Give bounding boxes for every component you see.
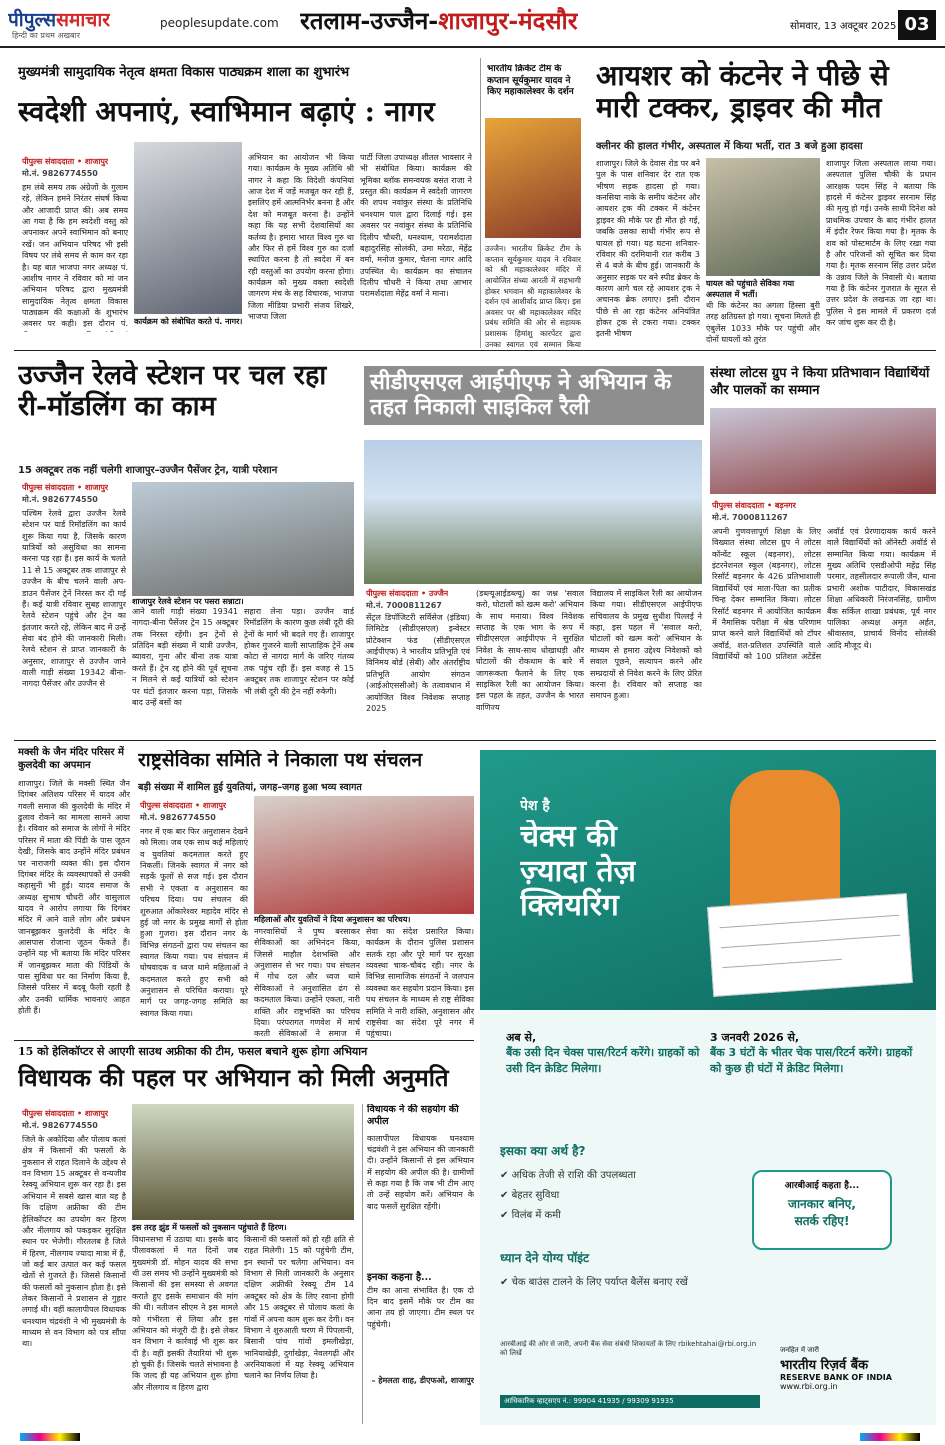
rbi-logo: जनहित में जारी भारतीय रिज़र्व बैंक RESERVE BANK OF INDIA www.rbi.org.in xyxy=(780,1346,892,1391)
s3-headline: आयशर को कंटनेर ने पीछे से मारी टक्कर, ड्राइवर की मौत xyxy=(596,60,889,125)
s4-photo xyxy=(132,482,354,600)
s9-quote-body: टीम का आना संभावित है। एक दो दिन बाद इसमें मौके पर टीम का आना तय हो जाएगा। टीम स्थल पर पहुंचेगी। xyxy=(367,1285,474,1329)
rbi-bubble: आरबीआई कहता है... जानकार बनिए, सतर्क रहिए! xyxy=(752,1170,892,1250)
s2-column xyxy=(480,58,582,348)
s1-headline: स्वदेशी अपनाएं, स्वाभिमान बढ़ाएं : नागर xyxy=(18,96,435,128)
s7-headline: मक्सी के जैन मंदिर परिसर में कुलदेवी का अपमान xyxy=(18,747,124,771)
s5-col0: सेंट्रल डिपॉजिटरी सर्विसेज (इंडिया) लिमिटेड (सीडीएसएल) इन्वेस्टर प्रोटेक्शन फंड (सीडीएसएल आईपीएफ) ने भारतीय प्रतिभूति एवं विनिमय बोर्ड (सेबी) और अंतर्राष्ट्रीय प्रतिभूति आयोग संगठन (आईओएससीओ) के तत्वावधान में आयोजित विश्व निवेशक सप्ताह 2025 xyxy=(366,613,470,713)
divider xyxy=(14,1040,474,1041)
s9-col3: किसानों की फसलों को हो रही क्षति से राहत मिलेगी। 15 को पहुंचेगी टीम, इन स्थानों पर चलेगा अभियान। वन विभाग से मिली जानकारी के अनुसार दक्षिण अफ्रीकी रेस्क्यू टीम 14 अक्टूबर को क्षेत्र के लिए रवाना होगी और 15 अक्टूबर से पोलाय कलां के गांवों में अपना काम शुरू कर देगी। वन विभाग ने शुरुआती चरण में पिपलानी, बिसानी पांच गांवों इमलीखेड़ा, भानियाखेड़ी, दुर्गाखेड़ा, नेवलगढ़ी और अरनियाकलां में यह रेस्क्यू अभियान चलाने का निर्णय लिया है। xyxy=(244,1235,354,1381)
ad-banner xyxy=(480,750,936,1010)
s3-sub: क्लीनर की हालत गंभीर, अस्पताल में किया भर्ती, रात 3 बजे हुआ हादसा xyxy=(596,141,863,152)
s9-photo xyxy=(132,1104,354,1220)
s6-photo xyxy=(710,408,936,494)
divider xyxy=(14,350,936,351)
s8-caption: महिलाओं और युवतियों ने दिया अनुशासन का परिचय। xyxy=(254,914,474,925)
s5-byline: पीपुल्स संवाददाता • उज्जैन xyxy=(366,589,449,598)
s9-quote-by: – हेमलता शाह, डीएफओ, शाजापुर xyxy=(371,1375,474,1385)
ad-helpline: आरबीआई की ओर से जारी, अपनी बैंक सेवा संबंधी शिकायतों के लिए rbikehtahai@rbi.org.in को लिखें xyxy=(500,1340,757,1357)
s2-body: उज्जैन। भारतीय क्रिकेट टीम के कप्तान सूर्यकुमार यादव ने रविवार को श्री महाकालेश्वर मंदिर में आयोजित संध्या आरती में सहभागी होकर भगवान श्री महाकालेश्वर के दर्शन एवं आशीर्वाद प्राप्त किए। इस अवसर पर श्री महाकालेश्वर मंदिर प्रबंध समिति की ओर से सहायक प्रशासक हिमांशु कारपेंटर द्वारा उनका स्वागत एवं सम्मान किया xyxy=(485,244,581,348)
s1-col1: हम लंबे समय तक अंग्रेजों के गुलाम रहे, लेकिन हमने निरंतर संघर्ष किया और आजादी प्राप्त की। अब समय आ गया है कि हम स्वदेशी वस्तु को अपनाकर अपने स्वाभिमान को बनाए रखें। जन अभियान परिषद भी इसी विषय पर लंबे समय से काम कर रहा है। यह बात भाजपा नगर अध्यक्ष पं. आशीष नागर ने रविवार को मां जन अभियान परिषद द्वारा मुख्यमंत्री सामुदायिक नेतृत्व क्षमता विकास पाठ्यक्रम की कक्षाओं के शुभारंभ अवसर पर कही। इस दौरान पं. xyxy=(22,183,128,329)
s9-sidebar xyxy=(362,1104,474,1424)
check-icon-1: ✔ अधिक तेजी से राशि की उपलब्धता xyxy=(500,1170,636,1181)
s5-headline: सीडीएसएल आईपीएफ ने अभियान के तहत निकाली साइकिल रैली xyxy=(364,366,704,425)
s9-sidebar-title: विधायक ने की सहयोग की अपील xyxy=(367,1104,459,1128)
s4-col1: पश्चिम रेलवे द्वारा उज्जैन रेलवे स्टेशन पर यार्ड रिमॉडलिंग का कार्य शुरू किया गया है, जिसके कारण यात्रियों को असुविधा का सामना करना पड़ रहा है। इस कार्य के चलते 11 से 15 अक्टूबर तक शाजापुर से उज्जैन के बीच चलने वाली अप-डाउन पैसेंजर ट्रेनें निरस्त कर दी गई हैं। कई यात्री रविवार सुबह शाजापुर रेलवे स्टेशन पहुंचे और ट्रेन का इंतजार करते रहे, लेकिन बाद में उन्हें सेवा बंद होने की जानकारी मिली। रेलवे स्टेशन से प्राप्त जानकारी के अनुसार, शाजापुर से उज्जैन जाने वाली गाड़ी संख्या 19342 बीना-नागदा पैसेंजर और उज्जैन से xyxy=(22,509,126,689)
s4-headline: उज्जैन रेलवे स्टेशन पर चल रहा री-मॉडलिंग का काम xyxy=(18,360,327,423)
s6-mobile: मो.नं. 7000811267 xyxy=(712,513,788,522)
s4-sub: 15 अक्टूबर तक नहीं चलेगी शाजापुर–उज्जैन पैसेंजर ट्रेन, यात्री परेशान xyxy=(18,465,278,476)
ad-model-figure xyxy=(730,770,840,910)
ad-now: अब से, बैंक उसी दिन चेक्स पास/रिटर्न करेंगे। ग्राहकों को उसी दिन क्रेडिट मिलेगा। xyxy=(506,1031,700,1075)
page-number: 03 xyxy=(898,10,936,40)
s9-byline: पीपुल्स संवाददाता • शाजापुर xyxy=(22,1109,109,1118)
s6-headline: संस्था लोटस ग्रुप ने किया प्रतिभावान विद्यार्थियों और पालकों का सम्मान xyxy=(710,366,930,398)
color-registration-bar xyxy=(0,1430,945,1445)
s6-body: अपनी गुणवत्तापूर्ण शिक्षा के लिए विख्यात संस्था लोटस ग्रुप ने लोटस कॉन्वेंट स्कूल (बड़नगर), लोटस इंटरनेशनल स्कूल (बड़नगर), लोटस रिसॉर्ट बड़नगर के 426 प्रतिभाशाली विद्यार्थियों एवं माता-पिता का प्रतीक चिन्ह देकर सम्मानित किया। लोटस रिसॉर्ट बड़नगर में आयोजित कार्यक्रम में नैमासिक परीक्षा में श्रेष्ठ परिणाम प्राप्त करने वाले विद्यार्थियों को टॉपर अवॉर्ड, शत-प्रतिशत उपस्थिति वाले विद्यार्थियों को 100 प्रतिशत अटेंडेंस अवॉर्ड एवं प्रेरणादायक कार्य करने वाले विद्यार्थियों को ऑनेस्टी अवॉर्ड से सम्मानित किया गया। कार्यक्रम में मुख्य अतिथि एसडीओपी महेंद्र सिंह परमार, तहसीलदार रूपाली जैन, थाना प्रभारी अशोक पाटीदार, विकासखंड शिक्षा अधिकारी निरंजनसिंह, ग्रामीण बैंक सर्किल शाखा प्रबंधक, पूर्व नगर पालिका अध्यक्ष अमृत अर्हत, श्रीवास्तव, प्राचार्य विनोद सोलंकी आदि मौजूद थे। xyxy=(712,527,936,661)
s1-col2: अभियान का आयोजन भी किया गया। कार्यक्रम के मुख्य अतिथि श्री नागर ने कहा कि विदेशी कंपनियां आज देश में जड़ें मजबूत कर रही हैं, इसलिए हमें आत्मनिर्भर बनना है और देश को मजबूत करना है। उन्होंने कहा कि यह सभी देशवासियों का कर्तव्य है। हमारा भारत विश्व गुरु था और फिर से हमें विश्व गुरु का दर्जा स्थापित करना है तो स्वदेश में बन रही वस्तुओं का उपयोग करना होगा। कार्यक्रम को मुख्य वक्ता स्वदेशी जागरण मंच के सह विचारक, भाजपा जिला मीडिया प्रभारी संजय शिखरे, भाजपा जिला xyxy=(248,153,354,322)
s1-photo xyxy=(134,142,242,314)
s9-col2: विधानसभा में उठाया था। इसके बाद पीलावकलां में गत दिनों जब मुख्यमंत्री डॉ. मोहन यादव की सभा थी उस समय भी उन्होंने मुख्यमंत्री को किसानों की इस समस्या से अवगत कराते हुए इसके समाधान की मांग की थी। नतीजन सीएम ने इस मामले को गंभीरता से लिया और इस अभियान को मंजूरी दी है। इसे लेकर वन विभाग ने कार्रवाई भी शुरू कर दी है। वहीं इसकी तैयारियां भी शुरू हो चुकी हैं। जिसके चलते संभावना है कि जल्द ही यह अभियान शुरू होगा और नीलगाय व हिरण द्वारा xyxy=(132,1235,238,1392)
check-icon-3: ✔ विलंब में कमी xyxy=(500,1210,561,1221)
s8-photo xyxy=(254,796,474,914)
masthead xyxy=(0,0,945,48)
newspaper-logo: पीपुल्ससमाचार xyxy=(8,9,111,31)
s3-col3: शाजापुर जिला अस्पताल लाया गया। अस्पताल पुलिस चौकी के प्रधान आरक्षक पदम सिंह ने बताया कि हादसे में कंटेनर ड्राइवर सरनाम सिंह की मृत्यु हो गई। उनके साथी दिनेश को प्राथमिक उपचार के बाद गंभीर हालत में इंदौर रेफर किया गया है। मृतक के शव को पोस्टमार्टम के लिए रखा गया है और परिजनों को सूचित कर दिया गया है। मृतक सरनाम सिंह उत्तर प्रदेश के उन्नाव जिले के निवासी थे। बताया गया है कि कंटेनर गुजरात के सूरत से उत्तर प्रदेश के लखनऊ जा रहा था। पुलिस ने इस मामले में प्रकरण दर्ज कर जांच शुरू कर दी है। xyxy=(826,159,936,328)
check-icon-2: ✔ बेहतर सुविधा xyxy=(500,1190,560,1201)
s8-byline: पीपुल्स संवाददाता • शाजापुर xyxy=(140,801,227,810)
s9-caption: इस तरह झुंड में फसलों को नुकसान पहुंचाते हैं हिरण। xyxy=(132,1222,354,1233)
s8-col3: सेवा का संदेश प्रसारित किया। कार्यक्रम के दौरान पुलिस प्रशासन सतर्क रहा और पूरे मार्ग पर सुरक्षा व्यवस्था चाक-चौबंद रही। नगर के विभिन्न सामाजिक संगठनों ने जलपान व्यवस्था कर सहयोग प्रदान किया। इस पथ संचलन के माध्यम से राष्ट्र सेविका समिति ने नारी शक्ति, अनुशासन और राष्ट्रसेवा का संदेश पूरे नगर में पहुंचाया। xyxy=(366,927,474,1038)
s4-mobile: मो.नं. 9826774550 xyxy=(22,495,98,504)
s8-col2: नगरवासियों ने पुष्प बरसाकर सेविकाओं का अभिनंदन किया, जिससे माहौल देशभक्ति और अनुशासन से भर गया। पथ संचलन में गोध दल और ध्वज थामे सेविकाओं ने अनुशासित ढंग से कदमताल किया। उन्होंने एकता, नारी शक्ति और राष्ट्रभक्ति का परिचय दिया। परंपरागत गणवेश में मार्च करती सेविकाओं ने समाज में xyxy=(254,927,360,1038)
s2-photo xyxy=(485,118,581,238)
s1-caption: कार्यक्रम को संबोधित करते पं. नागर। xyxy=(134,317,243,326)
s3-col1: शाजापुर। जिले के देवास रोड पर बने पुल के पास शनिवार देर रात एक भीषण सड़क हादसा हो गया। कनसिया नाके के समीप कंटेनर और आयशर ट्रक की टक्कर में कंटेनर ड्राइवर की मौके पर ही मौत हो गई, जबकि उसका साथी गंभीर रूप से घायल हो गया। यह घटना शनिवार-रविवार की दरमियानी रात करीब 3 से 4 बजे के बीच हुई। जानकारी के अनुसार सड़क पर बने स्पीड ब्रेकर के कारण आगे चल रहे आयशर ट्रक ने अचानक ब्रेक लगाए। इसी दौरान पीछे से आ रहा कंटेनर अनियंत्रित होकर ट्रक से टकरा गया। टक्कर इतनी भीषण xyxy=(596,159,700,339)
s1-byline: पीपुल्स संवाददाता • शाजापुर xyxy=(22,157,109,166)
s9-col1: जिले के अकोदिया और पोलाय कलां क्षेत्र में किसानों की फसलों के नुकसान से राहत दिलाने के उद्देश्य से वन विभाग 15 अक्टूबर से वन्यजीव रेस्क्यू अभियान शुरू कर रहा है। इस अभियान में सबसे खास बात यह है कि दक्षिण अफ्रीका की टीम हेलिकॉप्टर का उपयोग कर हिरण और नीलगाय को पकड़कर सुरक्षित स्थान पर भेजेगी। गौरतलब है जिले में हिरण, नीलगाय ज्यादा मात्रा में हैं, जो कई बार उत्पात कर कई फसल खेतों से गुजरते हैं। जिससे किसानों की फसलों को नुकसान होता है। इसे लेकर किसानों ने प्रशासन से गुहार लगाई थी। वहीं कालापीपल विधायक धनश्याम चंद्रवंशी ने भी मुख्यमंत्री के माध्यम से वन विभाग को पत्र सौंपा था। xyxy=(22,1135,126,1349)
check-icon-4: ✔ चेक बाउंस टालने के लिए पर्याप्त बैलेंस बनाए रखें xyxy=(500,1277,688,1288)
ad-title: चेक्स की ज़्यादा तेज़ क्लियरिंग xyxy=(520,820,636,923)
edition-title: रतलाम-उज्जैन-शाजापुर-मंदसौर xyxy=(300,6,578,35)
s2-headline: भारतीय क्रिकेट टीम के कप्तान सूर्यकुमार यादव ने किए महाकालेश्वर के दर्शन xyxy=(487,64,574,98)
rbi-advertisement[interactable] xyxy=(480,750,936,1425)
s4-byline: पीपुल्स संवाददाता • शाजापुर xyxy=(22,483,109,492)
s9-kicker: 15 को हेलिकॉप्टर से आएगी साउथ अफ्रीका की टीम, फसल बचाने शुरू होगा अभियान xyxy=(18,1045,368,1058)
cheque-icon xyxy=(707,893,913,997)
s7-body: शाजापुर। जिले के मक्सी स्थित जैन दिगंबर अतिशय परिसर में यादव और गवली समाज की कुलदेवी के मंदिर में ढुलाव रोकने का मामला सामने आया है। रविवार को समाज के लोगों ने मंदिर परिसर में माता की पिंडी के पास जूठन देखी, जिसके बाद उन्होंने मंदिर प्रबंधन पर नाराजगी व्यक्त की। इस दौरान दिगंबर मंदिर के व्यवस्थापकों से उनकी कहासुनी भी हुई। यादव समाज के अध्यक्ष सुभाष चौधरी और वासुलाल यादव ने आरोप लगाया कि दिगंबर मंदिर में आने वाले लोग और प्रबंधन जानबूझकर कुलदेवी के मंदिर के आसपास रोजाना जूठन फेंकते हैं। उन्होंने यह भी बताया कि मंदिर परिसर में जानबूझकर माता की पिंडियों के पास सुविधा घर का निर्माण किया है, जिससे परिसर में बदबू फैली रहती है और उनकी धार्मिक भावनाएं आहत होती हैं। xyxy=(18,779,130,1016)
ad-later: 3 जनवरी 2026 से, बैंक 3 घंटों के भीतर चेक पास/रिटर्न करेंगे। ग्राहकों को कुछ ही घंटों में क्रेडिट मिलेगा। xyxy=(710,1031,913,1075)
s8-sub: बड़ी संख्या में शामिल हुई युवतियां, जगह–जगह हुआ भव्य स्वागत xyxy=(138,782,362,793)
s9-headline: विधायक की पहल पर अभियान को मिली अनुमति xyxy=(18,1064,449,1092)
s9-sidebar-body: कालापीपल विधायक घनश्याम चंद्रवंशी ने इस अभियान की जानकारी दी। उन्होंने किसानों से इस अभियान में सहयोग की अपील की है। ग्रामीणों से कहा गया है कि जब भी टीम आए तो उन्हें सहयोग करें। अभियान के बाद फसलें सुरक्षित रहेंगी। xyxy=(367,1133,474,1211)
s5-col2: विद्यालय में साइकिल रैली का आयोजन किया गया। सीडीएसएल आईपीएफ सचिवालय के प्रमुख सुधीश पिल्लई ने कहा, इस पहल में 'सवाल करो, घोटालों को खत्म करो' अभियान के माध्यम से हमारा उद्देश्य निवेशकों को सवाल पूछने, सत्यापन करने और सम्प्रदायों से निवेश करने के लिए प्रेरित करना है। रविवार को सप्ताह का समापन हुआ। xyxy=(590,589,702,701)
s9-mobile: मो.नं. 9826774550 xyxy=(22,1121,98,1130)
divider xyxy=(14,740,936,741)
s6-byline: पीपुल्स संवाददाता • बड़नगर xyxy=(712,501,796,510)
ad-phone[interactable]: आधिकारिक व्हाट्सएप नं.: 99904 41935 / 99309 91935 xyxy=(500,1395,760,1408)
website[interactable]: peoplesupdate.com xyxy=(160,16,279,30)
ad-meaning: इसका क्या अर्थ है? ✔ अधिक तेजी से राशि की उपलब्धता ✔ बेहतर सुविधा ✔ विलंब में कमी ध्यान देने योग्य पॉइंट ✔ चेक बाउंस टालने के लिए पर्याप्त बैलेंस बनाए रखें xyxy=(500,1142,740,1288)
s4-col3: सहारा लेना पड़ा। उज्जैन वार्ड रिमॉडलिंग के कारण कुछ लंबी दूरी की ट्रेनों के मार्ग भी बदले गए हैं। शाजापुर होकर गुजरने वाली साप्ताहिक ट्रेनें अब कोटा से नागदा मार्ग के जरिए गंतव्य तक पहुंच रही हैं। इस वजह से 15 अक्टूबर तक शाजापुर स्टेशन पर कोई भी लंबी दूरी की ट्रेन नहीं रुकेगी। xyxy=(244,607,354,696)
s8-headline: राष्ट्रसेविका समिति ने निकाला पथ संचलन xyxy=(138,750,423,771)
s1-col3: पार्टी जिला उपाध्यक्ष शीतल भावसार ने भी संबोधित किया। कार्यक्रम की भूमिका ब्लॉक समन्वयक बसंत राजा ने प्रस्तुत की। कार्यक्रम में स्वदेशी जागरण की शपथ नवांकुर संस्था के प्रतिनिधि धनश्याम पाल द्वारा दिलाई गई। इस अवसर पर नवांकुर संस्था के प्रतिनिधि दिलीप चौधरी, धनश्याम, परामर्शदाता बहादुरसिंह सोलंकी, उमा मरेठा, मेहेंद्र वर्मा, मनोज कुमार, चेतना नागर आदि उपस्थित थे। कार्यक्रम का संचालन दिलीप चौधरी ने किया तथा आभार परामर्शदाता मेहेंद्र वर्मा ने माना। xyxy=(360,153,472,299)
ad-tag: पेश है xyxy=(520,798,550,814)
s4-caption: शाजापुर रेलवे स्टेशन पर पसरा सन्नाटा। xyxy=(132,596,354,607)
s5-mobile: मो.नं. 7000811267 xyxy=(366,601,442,610)
issue-date: सोमवार, 13 अक्टूबर 2025 xyxy=(790,21,897,32)
s5-col1: (डब्ल्यूआईडब्ल्यू) का जश्न 'सवाल करो, घोटालों को खत्म करो' अभियान के साथ मनाया। विश्व निवेशक सप्ताह के एक भाग के रूप में सीडीएसएल आईपीएफ ने सुरक्षित निवेश के साथ-साथ धोखाधड़ी और घोटालों की रोकथाम के बारे में जागरूकता फैलाने के लिए एक साइकिल रैली का आयोजन किया। इस पहल के तहत, उज्जैन के भारत वाणिज्य xyxy=(476,589,584,712)
s4-col2: आने वाली गाड़ी संख्या 19341 नागदा-बीना पैसेंजर ट्रेन 15 अक्टूबर तक निरस्त रहेंगी। इन ट्रेनों से प्रतिदिन बड़ी संख्या में यात्री उज्जैन, ब्यावरा, गुना और बीना तक यात्रा करते हैं। ट्रेन रद्द होने की पूर्व सूचना न मिलने से कई यात्रियों को स्टेशन पर घंटों इंतजार करना पड़ा, जिसके बाद उन्हें बसों का xyxy=(132,607,238,707)
s8-col1: नगर में एक बार फिर अनुशासन देखने को मिला। जब एक साथ कई महिलाएं व युवतियां कदमताल करते हुए निकलीं। जिनके स्वागत में नगर को सड़कें फूलों से सज गई। इस दौरान सभी ने एकता व अनुशासन का परिचय दिया। पथ संचलन की शुरुआत ओंकारेश्वर महादेव मंदिर से हुई जो नगर के प्रमुख मार्गों से होता हुआ गुजरा। इस दौरान नगर के विभिन्न संगठनों द्वारा पथ संचलन का स्वागत किया गया। पथ संचलन में घोषवादक व ध्वज थामे महिलाओं ने कदमताल करते हुए सभी को अनुशासन से परिचित कराया। पूरे मार्ग पर जगह-जगह समिति का स्वागत किया गया। xyxy=(140,827,248,1018)
s9-quote-title: इनका कहना है... xyxy=(367,1271,432,1283)
s3-col2: थी कि कंटेनर का अगला हिस्सा बुरी तरह क्षतिग्रस्त हो गया। सूचना मिलते ही एंबुलेंस 1033 मौके पर पहुंची और दोनों घायलों को तुरंत xyxy=(706,301,820,345)
tagline: हिन्दी का प्रथम अखबार xyxy=(12,31,80,40)
s1-col1b xyxy=(134,328,242,344)
s1-kicker: मुख्यमंत्री सामुदायिक नेतृत्व क्षमता विकास पाठ्यक्रम शाला का शुभारंभ xyxy=(18,65,350,80)
s3-photo xyxy=(706,158,820,276)
s8-mobile: मो.नं. 9826774550 xyxy=(140,813,216,822)
s3-caption: घायल को पहुंचाते सेविका गया अस्पताल में भर्ती। xyxy=(706,278,820,300)
s5-photo xyxy=(364,440,702,584)
s1-mobile: मो.नं. 9826774550 xyxy=(22,169,98,178)
